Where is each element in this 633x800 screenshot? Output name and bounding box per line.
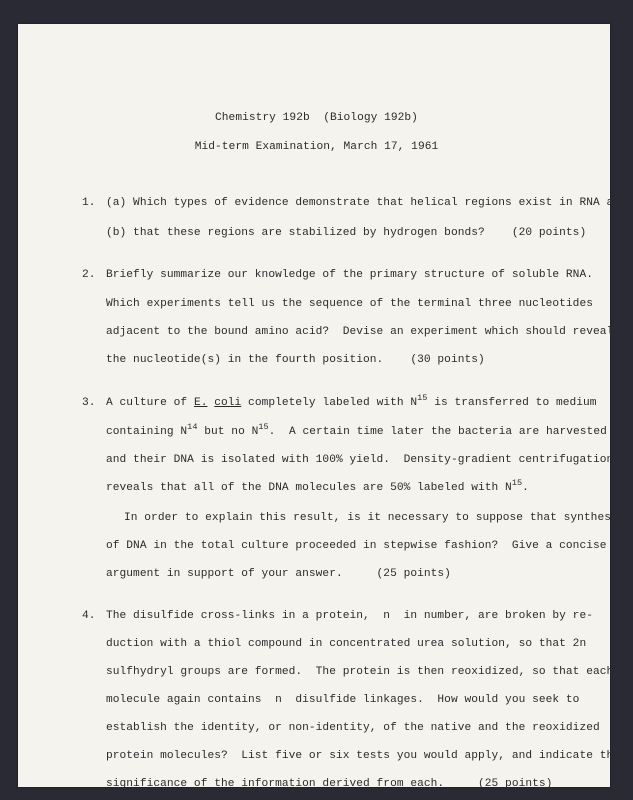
text: but no N <box>197 426 259 438</box>
question-1-line: (a) Which types of evidence demonstrate that helical regions exist in RNA and <box>106 197 627 209</box>
exam-title: Mid-term Examination, March 17, 1961 <box>194 141 439 153</box>
question-1-line: (b) that these regions are stabilized by hydrogen bonds? (20 points) <box>106 227 587 239</box>
question-3-line <box>106 422 607 439</box>
text: completely labeled with N <box>241 397 418 409</box>
organism-genus: E. <box>193 397 208 409</box>
text: . A certain time later the bacteria are harvested <box>268 426 607 438</box>
question-4-line: duction with a thiol compound in concentrated urea solution, so that 2n <box>106 638 587 650</box>
question-3-line: of DNA in the total culture proceeded in stepwise fashion? Give a concise <box>106 540 607 552</box>
question-3-line <box>106 393 597 410</box>
organism-species: coli <box>214 397 242 409</box>
question-2-number: 2. <box>82 269 96 281</box>
question-1-number: 1. <box>82 197 96 209</box>
question-3-line: argument in support of your answer. (25 points) <box>106 568 451 580</box>
question-4-line: establish the identity, or non-identity, of the native and the reoxidized <box>106 722 600 734</box>
question-2-line: adjacent to the bound amino acid? Devise an experiment which should reveal <box>106 326 614 338</box>
question-4-line: sulfhydryl groups are formed. The protein is then reoxidized, so that each <box>106 666 614 678</box>
text: containing N <box>106 426 188 438</box>
question-4-number: 4. <box>82 610 96 622</box>
isotope-superscript: 14 <box>187 422 198 432</box>
text: is transferred to medium <box>427 397 597 409</box>
question-3-number: 3. <box>82 397 96 409</box>
question-4-line: protein molecules? List five or six tests you would apply, and indicate the <box>106 750 621 762</box>
isotope-superscript: 15 <box>258 422 269 432</box>
question-4-line: significance of the information derived from each. (25 points) <box>106 778 553 790</box>
text: A culture of <box>106 397 194 409</box>
question-4-line: molecule again contains n disulfide linkages. How would you seek to <box>106 694 580 706</box>
isotope-superscript: 15 <box>511 478 523 488</box>
question-2-line: Briefly summarize our knowledge of the primary structure of soluble RNA. <box>106 269 593 281</box>
question-2-line: Which experiments tell us the sequence of the terminal three nucleotides <box>106 298 593 310</box>
text: reveals that all of the DNA molecules are 50% labeled with N <box>106 482 512 494</box>
isotope-superscript: 15 <box>417 393 428 403</box>
question-3-line <box>106 478 529 495</box>
course-title: Chemistry 192b (Biology 192b) <box>215 112 418 124</box>
question-3-line: In order to explain this result, is it necessary to suppose that synthesis <box>124 512 625 524</box>
text: . <box>522 482 529 494</box>
question-3-line: and their DNA is isolated with 100% yield. Density-gradient centrifugation <box>106 454 614 466</box>
question-2-line: the nucleotide(s) in the fourth position. (30 points) <box>106 354 485 366</box>
question-4-line: The disulfide cross-links in a protein, n in number, are broken by re- <box>106 610 593 622</box>
